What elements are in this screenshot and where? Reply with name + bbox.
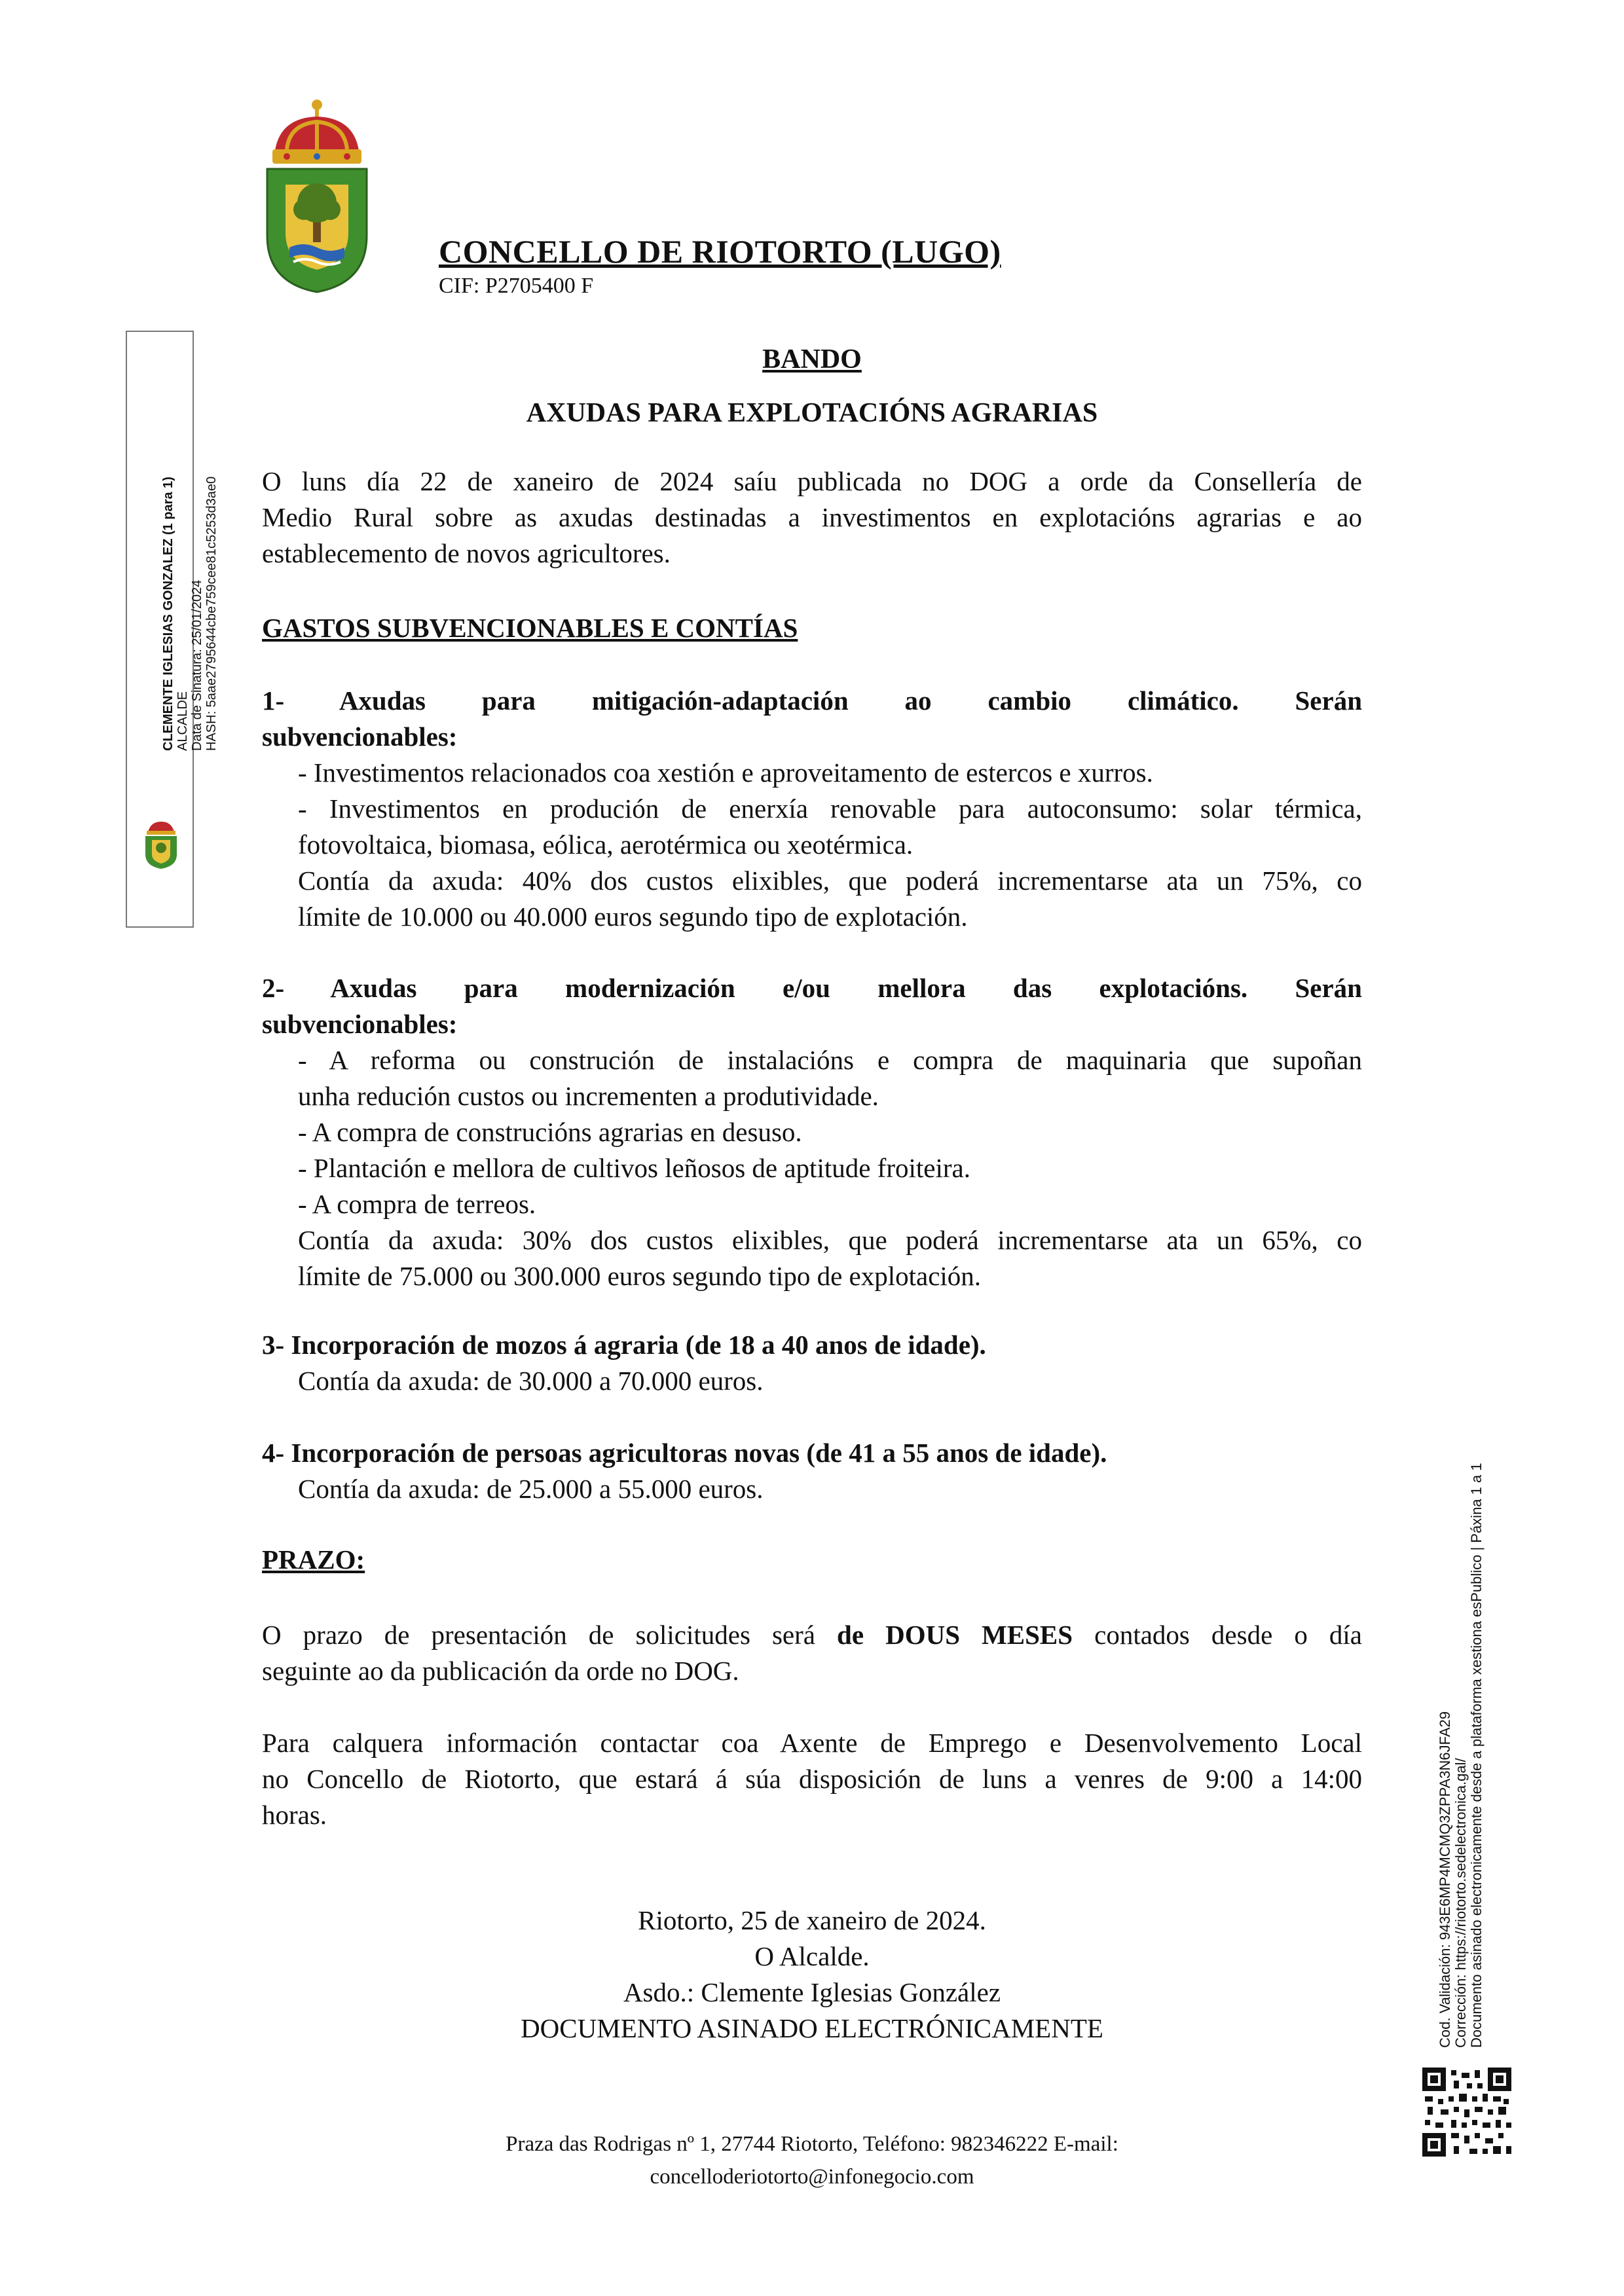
deadline-line-2: seguinte ao da publicación da orde no DOG. — [262, 1656, 739, 1686]
validation-code: Cod. Validación: 943E6MP4MCMQ3ZPPA3N6JFA29 — [1437, 1711, 1453, 2048]
item-line: - Plantación e mellora de cultivos leñosos de aptitude froiteira. — [298, 1153, 970, 1183]
item-line: - Investimentos relacionados coa xestión e aproveitamento de estercos e xurros. — [298, 757, 1153, 788]
item-2-details — [298, 1042, 1362, 1294]
contact-line: no Concello de Riotorto, que estará á súa disposición de luns a venres de 9:00 a 14:00 — [262, 1764, 1362, 1794]
item-1-heading — [262, 683, 1362, 755]
item-line: - Investimentos en produción de enerxía renovable para autoconsumo: solar térmica, — [298, 793, 1362, 824]
document-subtitle: AXUDAS PARA EXPLOTACIÓNS AGRARIAS — [526, 398, 1098, 428]
deadline-paragraph — [262, 1617, 1362, 1689]
item-2-heading — [262, 970, 1362, 1042]
intro-paragraph — [262, 464, 1362, 572]
stamp-hash: HASH: 5aae2795644cbe759cee81c5253d3ae0 — [204, 476, 219, 751]
item-heading-line: 2- Axudas para modernización e/ou mellora das explotacións. Serán — [262, 973, 1362, 1003]
footer-line: Praza das Rodrigas nº 1, 27744 Riotorto, Teléfono: 982346222 E-mail: — [506, 2132, 1118, 2156]
stamp-date: Data de Sinatura: 25/01/2024 — [190, 579, 204, 751]
deadline-text: contados desde o día — [1073, 1620, 1362, 1650]
signature-role: O Alcalde. — [754, 1941, 870, 1971]
signature-signed-by: Asdo.: Clemente Iglesias González — [623, 1977, 1001, 2007]
signature-stamp-text — [127, 332, 219, 751]
item-line: Contía da axuda: 30% dos custos elixibles, que poderá incrementarse ata un 65%, co — [298, 1225, 1362, 1255]
item-line: Contía da axuda: 40% dos custos elixibles, que poderá incrementarse ata un 75%, co — [298, 866, 1362, 896]
deadline-line-1 — [262, 1617, 1362, 1653]
document-title: BANDO — [762, 344, 862, 374]
intro-line: Medio Rural sobre as axudas destinadas a investimentos en explotacións agrarias e ao — [262, 502, 1362, 532]
item-line: - A compra de construcións agrarias en desuso. — [298, 1117, 802, 1147]
signature-block — [262, 1903, 1362, 2047]
signature-date: Riotorto, 25 de xaneiro de 2024. — [638, 1905, 986, 1935]
signature-electronic-note: DOCUMENTO ASINADO ELECTRÓNICAMENTE — [521, 2013, 1103, 2043]
deadline-duration: de DOUS MESES — [837, 1620, 1073, 1650]
validation-text — [1437, 1463, 1485, 2048]
item-line: Contía da axuda: de 25.000 a 55.000 euros. — [298, 1474, 764, 1504]
item-line: - A reforma ou construción de instalacións e compra de maquinaria que supoñan — [298, 1045, 1362, 1075]
signature-stamp-box — [126, 331, 219, 928]
item-line: Contía da axuda: de 30.000 a 70.000 euros. — [298, 1366, 764, 1396]
deadline-heading: PRAZO: — [262, 1544, 365, 1575]
item-heading-line: subvencionables: — [262, 1009, 458, 1039]
footer-email: concelloderiotorto@infonegocio.com — [650, 2165, 974, 2189]
organization-name: CONCELLO DE RIOTORTO (LUGO) — [439, 233, 1001, 270]
contact-paragraph — [262, 1725, 1362, 1833]
item-line: unha redución custos ou incrementen a produtividade. — [298, 1081, 879, 1111]
stamp-signer: CLEMENTE IGLESIAS GONZALEZ (1 para 1) — [161, 477, 175, 751]
stamp-role: ALCALDE — [175, 691, 190, 751]
item-3-details — [298, 1363, 1362, 1399]
validation-note: Documento asinado electronicamente desde a plataforma xestiona esPublico | Páxina 1 a 1 — [1468, 1463, 1485, 2048]
item-line: límite de 75.000 ou 300.000 euros segundo tipo de explotación. — [298, 1261, 982, 1291]
item-line: límite de 10.000 ou 40.000 euros segundo tipo de explotación. — [298, 902, 968, 932]
item-heading-line: subvencionables: — [262, 721, 458, 752]
item-heading-line: 1- Axudas para mitigación-adaptación ao cambio climático. Serán — [262, 685, 1362, 716]
deadline-text: O prazo de presentación de solicitudes será — [262, 1620, 838, 1650]
section-heading: GASTOS SUBVENCIONABLES E CONTÍAS — [262, 613, 798, 643]
footer-address — [262, 2128, 1362, 2193]
contact-line: Para calquera información contactar coa Axente de Emprego e Desenvolvemento Local — [262, 1728, 1362, 1758]
qr-code-icon — [1422, 2068, 1511, 2157]
organization-cif: CIF: P2705400 F — [439, 274, 594, 298]
item-1-details — [298, 755, 1362, 935]
contact-line: horas. — [262, 1800, 327, 1830]
stamp-coat-of-arms-icon — [141, 818, 181, 870]
item-4-details — [298, 1471, 1362, 1507]
item-line: fotovoltaica, biomasa, eólica, aerotérmica ou xeotérmica. — [298, 829, 913, 860]
item-4-heading: 4- Incorporación de persoas agricultoras novas (de 41 a 55 anos de idade). — [262, 1438, 1107, 1468]
item-line: - A compra de terreos. — [298, 1189, 536, 1219]
validation-url: Corrección: https://riotorto.sedelectronica.gal/ — [1452, 1758, 1469, 2048]
item-3-heading: 3- Incorporación de mozos á agraria (de 18 a 40 anos de idade). — [262, 1330, 986, 1360]
coat-of-arms-logo — [261, 98, 373, 295]
intro-line: establecemento de novos agricultores. — [262, 538, 671, 568]
intro-line: O luns día 22 de xaneiro de 2024 saíu publicada no DOG a orde da Consellería de — [262, 466, 1362, 496]
